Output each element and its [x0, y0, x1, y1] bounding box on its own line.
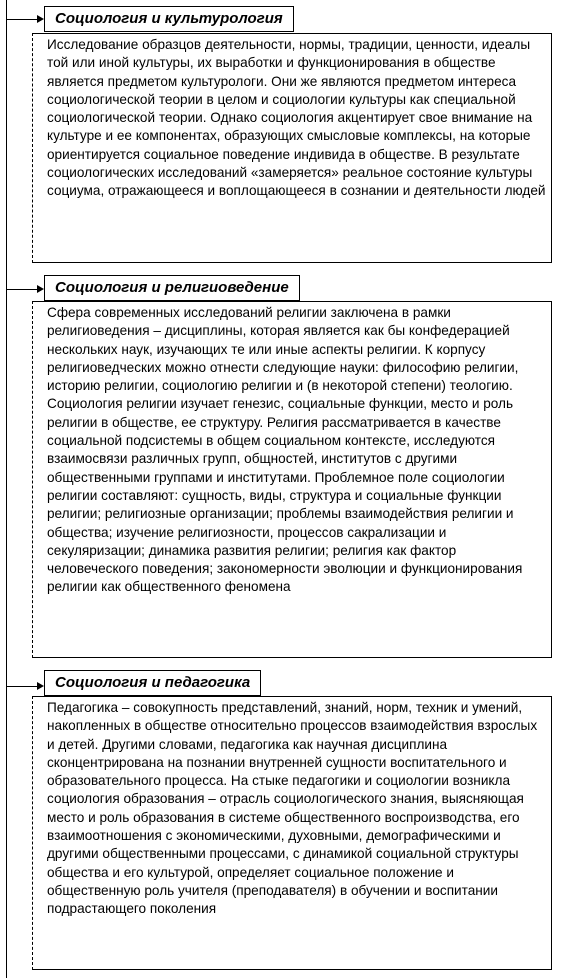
main-vertical-line: [6, 0, 7, 978]
section-title-religion: Социология и религиоведение: [44, 275, 300, 301]
arrow-right-icon: [37, 285, 44, 293]
section-text-religion: Сфера современных исследований религии заключена в рамки религиоведения – дисциплины, которая является как бы конфедерацией нескольких наук, изучающих те или иные аспекты религии. К корпусу религиоведческих можно отнести следующие науки: философию религии, историю религии, социологию религии и (в некоторой степени) теологию. Социология религии изучает генезис, социальные функции, место и роль религии в обществе, ее структуру. Религия рассматривается в качестве социальной подсистемы в общем социальном контексте, исследуются взаимосвязи различных групп, общностей, институтов с другими общественными группами и институтами. Проблемное поле социологии религии составляют: сущность, виды, структура и социальные функции религии; религиозные организации; проблемы взаимодействия религии и общества; изучение религиозности, процессов сакрализации и секуляризации; динамика развития религии; религия как фактор человеческого поведения; закономерности эволюции и функционирования религии как общественного феномена: [32, 301, 552, 658]
section-title-culturology: Социология и культурология: [44, 6, 294, 32]
section-title-pedagogy: Социология и педагогика: [44, 670, 261, 696]
connector-arrow-1: [6, 19, 42, 20]
arrow-right-icon: [37, 682, 44, 690]
connector-arrow-2: [6, 289, 42, 290]
connector-arrow-3: [6, 686, 42, 687]
section-text-culturology: Исследование образцов деятельности, нормы, традиции, ценности, идеалы той или иной культуры, их выработки и функционирования в обществе является предметом культурологи. Они же являются предметом интереса социологической теории в целом и социологии культуры как специальной социологической теории. Однако социология акцентирует свое внимание на культуре и ее компонентах, образующих смысловые комплексы, на которые ориентируется социальное поведение индивида в обществе. В результате социологических исследований «замеряется» реальное состояние культуры социума, отражающееся и воплощающееся в сознании и деятельности людей: [32, 33, 552, 263]
arrow-right-icon: [37, 15, 44, 23]
section-text-pedagogy: Педагогика – совокупность представлений, знаний, норм, техник и умений, накопленных в обществе относительно процессов взаимодействия взрослых и детей. Другими словами, педагогика как научная дисциплина сконцентрирована на познании внутренней сущности воспитательного и образовательного процесса. На стыке педагогики и социологии возникла социология образования – отрасль социологического знания, выясняющая место и роль образования в системе общественного воспроизводства, его взаимоотношения с экономическими, духовными, демографическими и другими общественными процессами, с динамикой социальной структуры общества и его культурой, определяет социальное положение и общественную роль учителя (преподавателя) в обучении и воспитании подрастающего поколения: [32, 696, 552, 970]
